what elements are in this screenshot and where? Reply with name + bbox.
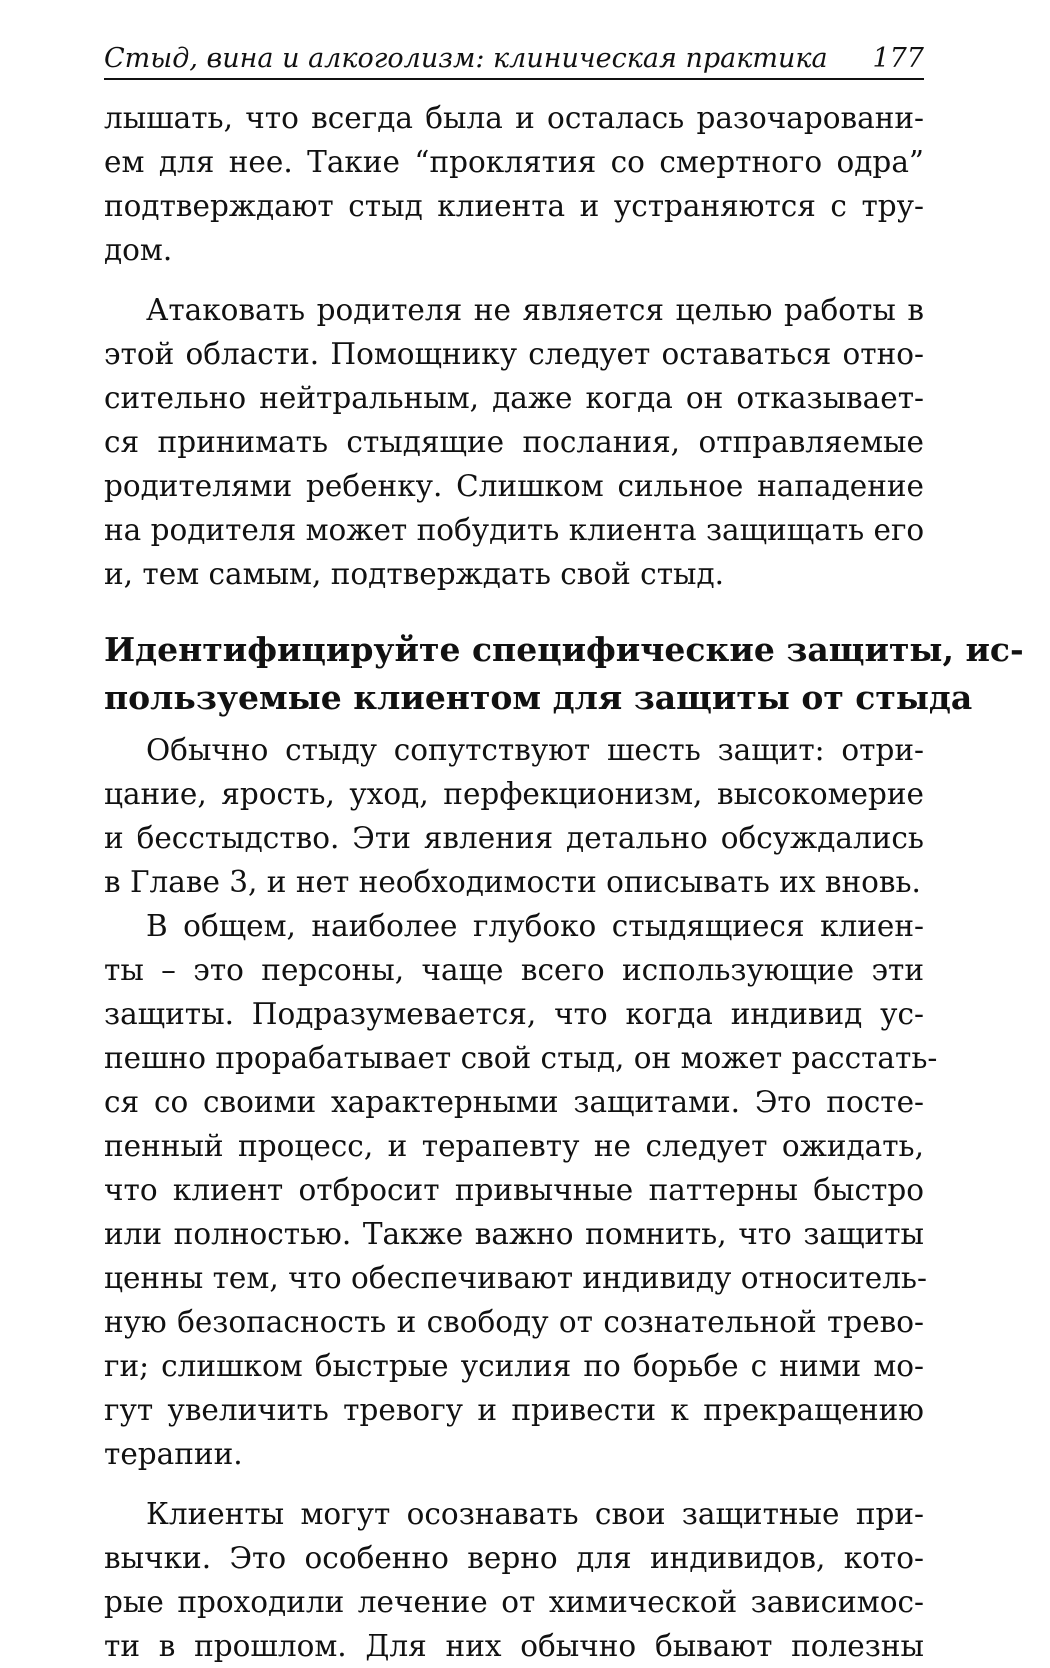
text-line: на родителя может побудить клиента защищать его: [104, 513, 925, 547]
heading-line: Идентифицируйте специфические защиты, ис-: [104, 630, 1024, 669]
text-line: этой области. Помощнику следует оставаться отно-: [104, 337, 924, 371]
text-line: в Главе 3, и нет необходимости описывать их вновь.: [104, 865, 921, 899]
paragraph-continuation: [104, 96, 924, 272]
text-line: ти в прошлом. Для них обычно бывают полезны: [104, 1629, 924, 1663]
text-line: пешно прорабатывает свой стыд, он может расстать-: [104, 1041, 938, 1075]
text-line: Атаковать родителя не является целью работы в: [146, 293, 924, 327]
text-line: ги; слишком быстрые усилия по борьбе с ними мо-: [104, 1349, 924, 1383]
section-heading: [104, 626, 1024, 722]
text-line: терапии.: [104, 1437, 243, 1471]
text-line: В общем, наиболее глубоко стыдящиеся клиен-: [146, 909, 924, 943]
text-line: ты – это персоны, чаще всего использующие эти: [104, 953, 924, 987]
text-line: ем для нее. Такие “проклятия со смертного одра”: [104, 145, 924, 179]
text-line: Обычно стыду сопутствуют шесть защит: отри-: [146, 733, 924, 767]
page-number: 177: [872, 43, 924, 74]
book-page: [104, 42, 1024, 1668]
text-line: и, тем самым, подтверждать свой стыд.: [104, 557, 725, 591]
text-line: дом.: [104, 233, 173, 267]
text-line: Клиенты могут осознавать свои защитные при-: [146, 1497, 924, 1531]
text-line: ся со своими характерными защитами. Это посте-: [104, 1085, 924, 1119]
paragraph: [104, 1492, 924, 1668]
heading-line: пользуемые клиентом для защиты от стыда: [104, 678, 973, 717]
text-line: защиты. Подразумевается, что когда индивид ус-: [104, 997, 924, 1031]
running-header: [104, 42, 924, 80]
paragraph: [104, 904, 938, 1476]
text-line: рые проходили лечение от химической зависимос-: [104, 1585, 924, 1619]
text-line: гут увеличить тревогу и привести к прекращению: [104, 1393, 924, 1427]
text-line: ся принимать стыдящие послания, отправляемые: [104, 425, 924, 459]
text-line: ную безопасность и свободу от сознательной трево-: [104, 1305, 924, 1339]
text-line: сительно нейтральным, даже когда он отказывает-: [104, 381, 924, 415]
text-line: вычки. Это особенно верно для индивидов, кото-: [104, 1541, 924, 1575]
paragraph: [104, 728, 924, 904]
paragraph: [104, 288, 924, 596]
text-line: пенный процесс, и терапевту не следует ожидать,: [104, 1129, 924, 1163]
text-line: или полностью. Также важно помнить, что защиты: [104, 1217, 924, 1251]
running-title: Стыд, вина и алкоголизм: клиническая практика: [104, 43, 828, 74]
text-line: что клиент отбросит привычные паттерны быстро: [104, 1173, 924, 1207]
text-line: и бесстыдство. Эти явления детально обсуждались: [104, 821, 924, 855]
text-line: ценны тем, что обеспечивают индивиду относитель-: [104, 1261, 927, 1295]
text-line: цание, ярость, уход, перфекционизм, высокомерие: [104, 777, 924, 811]
text-line: лышать, что всегда была и осталась разочаровани-: [104, 101, 924, 135]
text-line: родителями ребенку. Слишком сильное нападение: [104, 469, 924, 503]
text-line: подтверждают стыд клиента и устраняются с тру-: [104, 189, 924, 223]
